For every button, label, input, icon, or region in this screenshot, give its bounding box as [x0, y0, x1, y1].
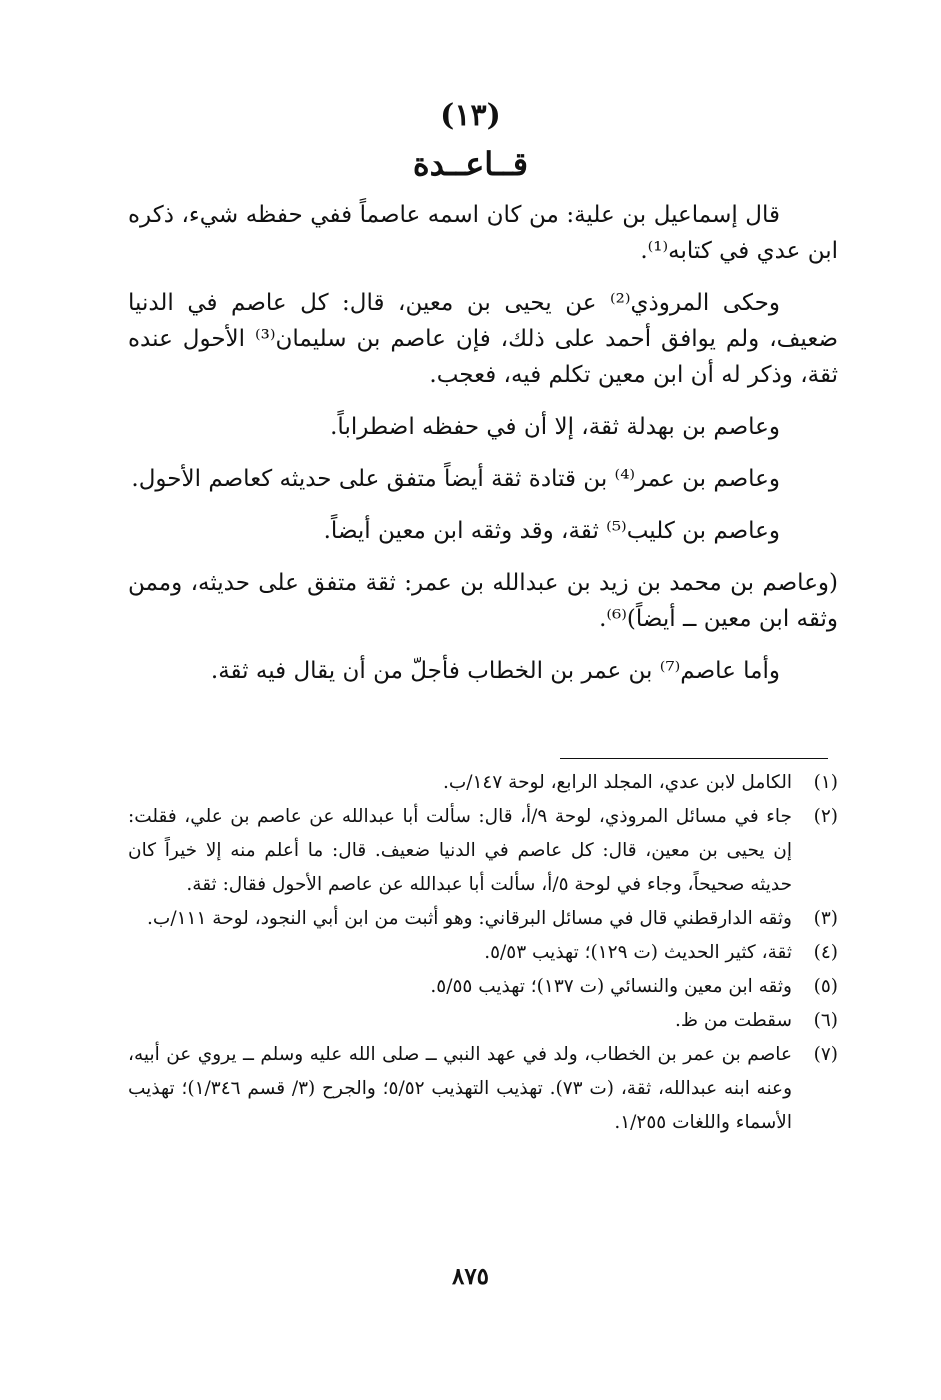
footnote-text: وثقه الدارقطني قال في مسائل البرقاني: وهو أثبت من ابن أبي النجود، لوحة ١١١/ب.: [147, 908, 792, 929]
main-text: [128, 197, 838, 705]
paragraph: وعاصم بن بهدلة ثقة، إلا أن في حفظه اضطراباً.: [330, 414, 780, 440]
footnote-text: ثقة، كثير الحديث (ت ١٢٩)؛ تهذيب ٥/٥٣.: [484, 942, 792, 963]
footnote-text: عاصم بن عمر بن الخطاب، ولد في عهد النبي ــ صلى الله عليه وسلم ــ يروي عن أبيه، وعنه ابنه عبدالله، ثقة، (ت ٧٣). تهذيب التهذيب ٥/٥٢؛ والجرح (٣/ قسم ١/٣٤٦)؛ تهذيب الأسماء واللغات ١/٢٥٥.: [128, 1044, 793, 1133]
footnote-number: (٢): [813, 806, 838, 827]
footnote-number: (٤): [813, 942, 838, 963]
paragraph: قال إسماعيل بن علية: من كان اسمه عاصماً ففي حفظه شيء، ذكره ابن عدي في كتابه⁽¹⁾.: [128, 202, 838, 264]
footnote: [128, 1038, 838, 1140]
footnote-number: (٥): [813, 976, 838, 997]
footnote: [128, 766, 838, 800]
paragraph: وعاصم بن عمر⁽⁴⁾ بن قتادة ثقة أيضاً متفق على حديثه كعاصم الأحول.: [131, 466, 780, 492]
footnote: [128, 902, 838, 936]
page-number: ٨٧٥: [451, 1263, 490, 1290]
footnote: [128, 1004, 838, 1038]
paragraph: وحكى المروذي⁽²⁾ عن يحيى بن معين، قال: كل عاصم في الدنيا ضعيف، ولم يوافق أحمد على ذلك، فإن عاصم بن سليمان⁽³⁾ الأحول عنده ثقة، وذكر له أن ابن معين تكلم فيه، فعجب.: [128, 290, 838, 388]
footnote-text: وثقه ابن معين والنسائي (ت ١٣٧)؛ تهذيب ٥/٥٥.: [430, 976, 792, 997]
footnote: [128, 800, 838, 902]
footnote-text: الكامل لابن عدي، المجلد الرابع، لوحة ١٤٧/ب.: [442, 772, 792, 793]
footnote-number: (١): [813, 772, 838, 793]
section-number: (١٣): [440, 98, 501, 133]
footnote-number: (٦): [813, 1010, 838, 1031]
footnote-number: (٣): [813, 908, 838, 929]
section-title: قــاعــدة: [412, 145, 529, 183]
paragraph: وأما عاصم⁽⁷⁾ بن عمر بن الخطاب فأجلّ من أن يقال فيه ثقة.: [210, 658, 780, 684]
footnotes: [128, 766, 838, 1140]
paragraph: وعاصم بن كليب⁽⁵⁾ ثقة، وقد وثقه ابن معين أيضاً.: [323, 518, 780, 544]
footnote: [128, 936, 838, 970]
paragraph: (وعاصم بن محمد بن زيد بن عبدالله بن عمر: ثقة متفق على حديثه، وممن وثقه ابن معين ــ أيضاً)⁽⁶⁾.: [128, 570, 838, 632]
footnote-text: جاء في مسائل المروذي، لوحة ٩/أ، قال: سألت أبا عبدالله عن عاصم بن علي، فقلت: إن يحيى بن معين، قال: كل عاصم في الدنيا ضعيف. قال: ما أعلم منه إلا خيراً كان حديثه صحيحاً، وجاء في لوحة ٥/أ، سألت أبا عبدالله عن عاصم الأحول فقال: ثقة.: [128, 806, 792, 895]
footnote: [128, 970, 838, 1004]
footnote-separator: [560, 758, 828, 759]
footnote-number: (٧): [813, 1044, 838, 1065]
footnote-text: سقطت من ظ.: [675, 1010, 792, 1031]
